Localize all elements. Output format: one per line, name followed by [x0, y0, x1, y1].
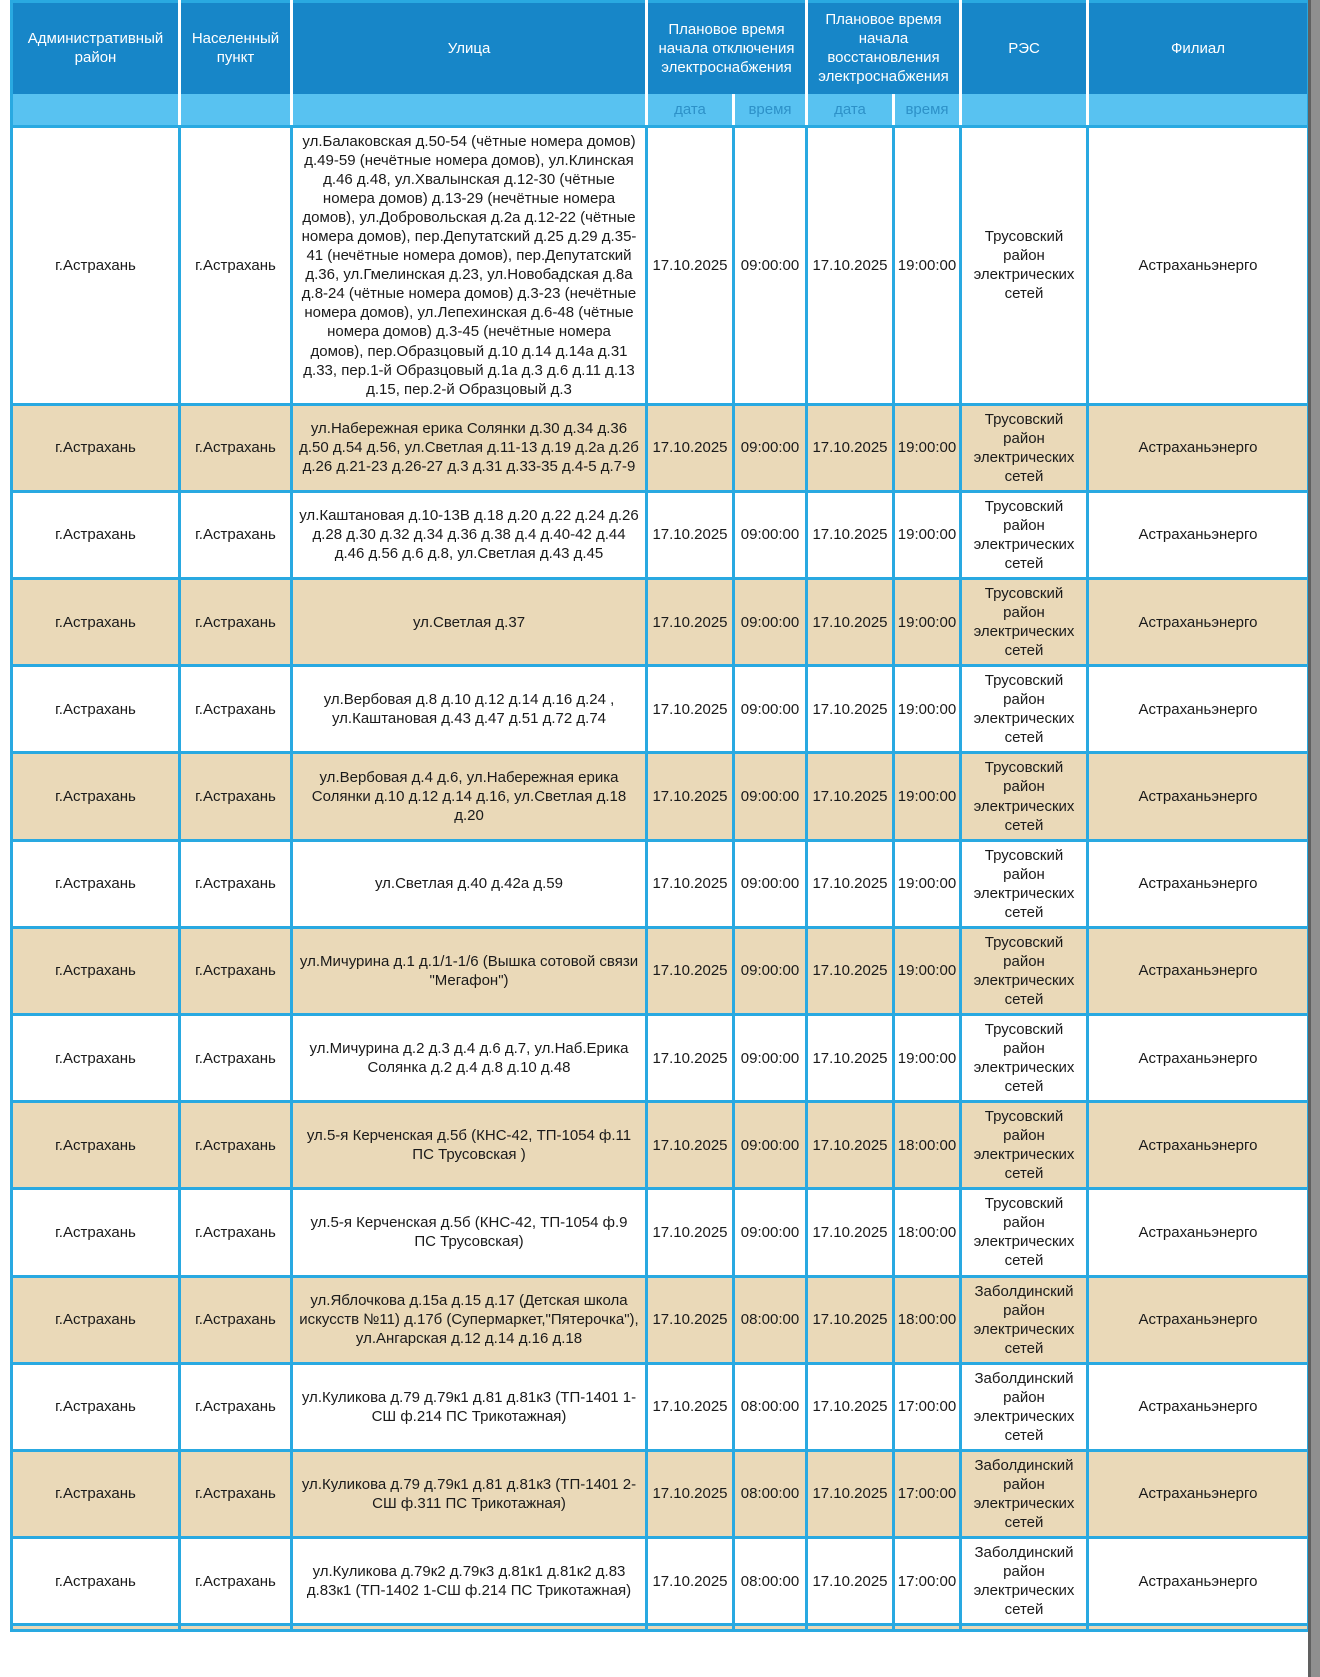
outage-date-cell: 17.10.2025: [647, 491, 734, 578]
outage-time-cell: 08:00:00: [734, 1276, 807, 1363]
outage-time-cell: 09:00:00: [734, 1189, 807, 1276]
table-header: [12, 2, 1309, 127]
restore-time-cell: 19:00:00: [894, 127, 961, 405]
outage-date-cell: 17.10.2025: [647, 1189, 734, 1276]
table-row: [12, 840, 1309, 927]
street-cell: ул.Мичурина д.1 д.1/1-1/6 (Вышка сотовой связи "Мегафон"): [292, 927, 647, 1014]
district-cell: г.Астрахань: [12, 1276, 180, 1363]
outage-time-cell: 09:00:00: [734, 666, 807, 753]
settlement-cell: г.Астрахань: [180, 666, 292, 753]
settlement-cell: г.Астрахань: [180, 1189, 292, 1276]
restore-time-cell: 19:00:00: [894, 927, 961, 1014]
district-cell: г.Астрахань: [12, 927, 180, 1014]
restore-time-cell: 19:00:00: [894, 491, 961, 578]
restore-date-cell: 17.10.2025: [807, 1363, 894, 1450]
restore-date-cell: 17.10.2025: [807, 840, 894, 927]
header-row: [12, 2, 1309, 94]
outage-date-cell: 17.10.2025: [647, 579, 734, 666]
res-cell: [961, 1625, 1088, 1631]
branch-cell: Астраханьэнерго: [1088, 1276, 1309, 1363]
restore-time-cell: 18:00:00: [894, 1189, 961, 1276]
outage-date-cell: 17.10.2025: [647, 1363, 734, 1450]
restore-date-cell: 17.10.2025: [807, 753, 894, 840]
district-cell: г.Астрахань: [12, 753, 180, 840]
outage-time-cell: 09:00:00: [734, 1102, 807, 1189]
table-row: [12, 579, 1309, 666]
restore-time-cell: 18:00:00: [894, 1102, 961, 1189]
settlement-cell: г.Астрахань: [180, 1014, 292, 1101]
outage-date-cell: 17.10.2025: [647, 840, 734, 927]
street-cell: ул.Набережная ерика Солянки д.30 д.34 д.36 д.50 д.54 д.56, ул.Светлая д.11-13 д.19 д.2а д.2б д.26 д.21-23 д.26-27 д.3 д.31 д.33-35 д.4-5 д.7-9: [292, 404, 647, 491]
district-cell: г.Астрахань: [12, 1450, 180, 1537]
branch-cell: Астраханьэнерго: [1088, 1538, 1309, 1625]
table-row: [12, 404, 1309, 491]
res-cell: Трусовский район электрических сетей: [961, 491, 1088, 578]
subheader-empty-district: [12, 94, 180, 127]
table-row: [12, 666, 1309, 753]
branch-cell: [1088, 1625, 1309, 1631]
branch-cell: Астраханьэнерго: [1088, 927, 1309, 1014]
district-cell: г.Астрахань: [12, 579, 180, 666]
subheader-empty-res: [961, 94, 1088, 127]
settlement-cell: [180, 1625, 292, 1631]
outage-date-cell: 17.10.2025: [647, 1538, 734, 1625]
restore-date-cell: 17.10.2025: [807, 1538, 894, 1625]
col-header-settlement: Населенный пункт: [180, 2, 292, 94]
branch-cell: Астраханьэнерго: [1088, 404, 1309, 491]
res-cell: Трусовский район электрических сетей: [961, 753, 1088, 840]
district-cell: г.Астрахань: [12, 1363, 180, 1450]
outage-time-cell: [734, 1625, 807, 1631]
restore-date-cell: 17.10.2025: [807, 127, 894, 405]
subheader-on-date: дата: [807, 94, 894, 127]
col-header-res: РЭС: [961, 2, 1088, 94]
branch-cell: Астраханьэнерго: [1088, 666, 1309, 753]
branch-cell: Астраханьэнерго: [1088, 1102, 1309, 1189]
outage-time-cell: 09:00:00: [734, 491, 807, 578]
restore-time-cell: [894, 1625, 961, 1631]
district-cell: г.Астрахань: [12, 840, 180, 927]
branch-cell: Астраханьэнерго: [1088, 579, 1309, 666]
street-cell: ул.Мичурина д.2 д.3 д.4 д.6 д.7, ул.Наб.Ерика Солянка д.2 д.4 д.8 д.10 д.48: [292, 1014, 647, 1101]
col-header-branch: Филиал: [1088, 2, 1309, 94]
table-row: [12, 1102, 1309, 1189]
branch-cell: Астраханьэнерго: [1088, 491, 1309, 578]
subheader-off-time: время: [734, 94, 807, 127]
restore-date-cell: 17.10.2025: [807, 1450, 894, 1537]
settlement-cell: г.Астрахань: [180, 1102, 292, 1189]
res-cell: Трусовский район электрических сетей: [961, 1102, 1088, 1189]
outage-time-cell: 09:00:00: [734, 404, 807, 491]
settlement-cell: г.Астрахань: [180, 927, 292, 1014]
table-row: [12, 927, 1309, 1014]
branch-cell: Астраханьэнерго: [1088, 840, 1309, 927]
outage-table-body: [12, 127, 1309, 1631]
outage-date-cell: 17.10.2025: [647, 1014, 734, 1101]
street-cell: ул.5-я Керченская д.5б (КНС-42, ТП-1054 ф.11 ПС Трусовская ): [292, 1102, 647, 1189]
settlement-cell: г.Астрахань: [180, 840, 292, 927]
district-cell: [12, 1625, 180, 1631]
branch-cell: Астраханьэнерго: [1088, 1450, 1309, 1537]
restore-time-cell: 19:00:00: [894, 579, 961, 666]
outage-time-cell: 09:00:00: [734, 1014, 807, 1101]
district-cell: г.Астрахань: [12, 1102, 180, 1189]
col-header-district: Административный район: [12, 2, 180, 94]
res-cell: Трусовский район электрических сетей: [961, 840, 1088, 927]
restore-time-cell: 19:00:00: [894, 840, 961, 927]
table-row: [12, 753, 1309, 840]
outage-date-cell: 17.10.2025: [647, 927, 734, 1014]
restore-time-cell: 17:00:00: [894, 1450, 961, 1537]
settlement-cell: г.Астрахань: [180, 1363, 292, 1450]
table-row: [12, 491, 1309, 578]
street-cell: [292, 1625, 647, 1631]
settlement-cell: г.Астрахань: [180, 579, 292, 666]
settlement-cell: г.Астрахань: [180, 1538, 292, 1625]
restore-time-cell: 17:00:00: [894, 1363, 961, 1450]
outage-time-cell: 08:00:00: [734, 1538, 807, 1625]
restore-date-cell: 17.10.2025: [807, 579, 894, 666]
street-cell: ул.Светлая д.37: [292, 579, 647, 666]
branch-cell: Астраханьэнерго: [1088, 127, 1309, 405]
subheader-row: [12, 94, 1309, 127]
subheader-empty-street: [292, 94, 647, 127]
restore-time-cell: 18:00:00: [894, 1276, 961, 1363]
outage-date-cell: 17.10.2025: [647, 127, 734, 405]
street-cell: ул.Каштановая д.10-13В д.18 д.20 д.22 д.24 д.26 д.28 д.30 д.32 д.34 д.36 д.38 д.4 д.40-42 д.44 д.46 д.56 д.6 д.8, ул.Светлая д.43 д.45: [292, 491, 647, 578]
restore-time-cell: 19:00:00: [894, 666, 961, 753]
res-cell: Трусовский район электрических сетей: [961, 404, 1088, 491]
settlement-cell: г.Астрахань: [180, 1450, 292, 1537]
branch-cell: Астраханьэнерго: [1088, 753, 1309, 840]
res-cell: Трусовский район электрических сетей: [961, 1014, 1088, 1101]
restore-date-cell: 17.10.2025: [807, 1276, 894, 1363]
col-header-street: Улица: [292, 2, 647, 94]
district-cell: г.Астрахань: [12, 491, 180, 578]
outage-time-cell: 09:00:00: [734, 579, 807, 666]
table-row: [12, 1363, 1309, 1450]
outage-time-cell: 08:00:00: [734, 1363, 807, 1450]
res-cell: Трусовский район электрических сетей: [961, 927, 1088, 1014]
restore-date-cell: 17.10.2025: [807, 404, 894, 491]
outage-date-cell: 17.10.2025: [647, 753, 734, 840]
district-cell: г.Астрахань: [12, 1538, 180, 1625]
table-row: [12, 1450, 1309, 1537]
street-cell: ул.5-я Керченская д.5б (КНС-42, ТП-1054 ф.9 ПС Трусовская): [292, 1189, 647, 1276]
scrollbar-track[interactable]: [1308, 0, 1320, 1677]
outage-date-cell: 17.10.2025: [647, 1276, 734, 1363]
table-row: [12, 1276, 1309, 1363]
branch-cell: Астраханьэнерго: [1088, 1014, 1309, 1101]
branch-cell: Астраханьэнерго: [1088, 1189, 1309, 1276]
restore-date-cell: [807, 1625, 894, 1631]
subheader-off-date: дата: [647, 94, 734, 127]
outage-date-cell: 17.10.2025: [647, 404, 734, 491]
street-cell: ул.Балаковская д.50-54 (чётные номера домов) д.49-59 (нечётные номера домов), ул.Клинская д.46 д.48, ул.Хвалынская д.12-30 (чётные номера домов) д.13-29 (нечётные номера домов), ул.Добровольская д.2а д.12-22 (чётные номера домов), пер.Депутатский д.25 д.29 д.35-41 (нечётные номера домов), пер.Депутатский д.36, ул.Гмелинская д.23, ул.Новобадская д.8а д.8-24 (чётные номера домов) д.3-23 (нечётные номера домов), ул.Лепехинская д.6-48 (чётные номера домов) д.3-45 (нечётные номера домов), пер.Образцовый д.10 д.14 д.14а д.31 д.33, пер.1-й Образцовый д.1а д.3 д.6 д.11 д.13 д.15, пер.2-й Образцовый д.3: [292, 127, 647, 405]
outage-time-cell: 09:00:00: [734, 753, 807, 840]
res-cell: Заболдинский район электрических сетей: [961, 1538, 1088, 1625]
restore-date-cell: 17.10.2025: [807, 1014, 894, 1101]
table-row: [12, 127, 1309, 405]
outage-date-cell: 17.10.2025: [647, 666, 734, 753]
street-cell: ул.Вербовая д.8 д.10 д.12 д.14 д.16 д.24 , ул.Каштановая д.43 д.47 д.51 д.72 д.74: [292, 666, 647, 753]
restore-time-cell: 19:00:00: [894, 753, 961, 840]
settlement-cell: г.Астрахань: [180, 491, 292, 578]
table-row: [12, 1189, 1309, 1276]
branch-cell: Астраханьэнерго: [1088, 1363, 1309, 1450]
street-cell: ул.Куликова д.79 д.79к1 д.81 д.81к3 (ТП-1401 2-СШ ф.311 ПС Трикотажная): [292, 1450, 647, 1537]
street-cell: ул.Яблочкова д.15а д.15 д.17 (Детская школа искусств №11) д.17б (Супермаркет,"Пятерочка"), ул.Ангарская д.12 д.14 д.16 д.18: [292, 1276, 647, 1363]
street-cell: ул.Куликова д.79к2 д.79к3 д.81к1 д.81к2 д.83 д.83к1 (ТП-1402 1-СШ ф.214 ПС Трикотажная): [292, 1538, 647, 1625]
district-cell: г.Астрахань: [12, 1189, 180, 1276]
settlement-cell: г.Астрахань: [180, 753, 292, 840]
outage-time-cell: 09:00:00: [734, 127, 807, 405]
outage-date-cell: [647, 1625, 734, 1631]
outage-time-cell: 09:00:00: [734, 840, 807, 927]
street-cell: ул.Куликова д.79 д.79к1 д.81 д.81к3 (ТП-1401 1-СШ ф.214 ПС Трикотажная): [292, 1363, 647, 1450]
partial-table-row: [12, 1625, 1309, 1631]
restore-time-cell: 17:00:00: [894, 1538, 961, 1625]
subheader-on-time: время: [894, 94, 961, 127]
restore-time-cell: 19:00:00: [894, 1014, 961, 1101]
outage-time-cell: 08:00:00: [734, 1450, 807, 1537]
res-cell: Трусовский район электрических сетей: [961, 1189, 1088, 1276]
district-cell: г.Астрахань: [12, 666, 180, 753]
subheader-empty-settlement: [180, 94, 292, 127]
outage-date-cell: 17.10.2025: [647, 1450, 734, 1537]
district-cell: г.Астрахань: [12, 127, 180, 405]
outage-date-cell: 17.10.2025: [647, 1102, 734, 1189]
col-header-outage-start: Плановое время начала отключения электроснабжения: [647, 2, 807, 94]
restore-date-cell: 17.10.2025: [807, 666, 894, 753]
res-cell: Заболдинский район электрических сетей: [961, 1363, 1088, 1450]
res-cell: Трусовский район электрических сетей: [961, 579, 1088, 666]
res-cell: Трусовский район электрических сетей: [961, 127, 1088, 405]
res-cell: Заболдинский район электрических сетей: [961, 1450, 1088, 1537]
res-cell: Трусовский район электрических сетей: [961, 666, 1088, 753]
restore-date-cell: 17.10.2025: [807, 491, 894, 578]
res-cell: Заболдинский район электрических сетей: [961, 1276, 1088, 1363]
district-cell: г.Астрахань: [12, 404, 180, 491]
street-cell: ул.Светлая д.40 д.42а д.59: [292, 840, 647, 927]
outage-schedule-table: [10, 0, 1310, 1632]
restore-date-cell: 17.10.2025: [807, 1102, 894, 1189]
settlement-cell: г.Астрахань: [180, 404, 292, 491]
restore-date-cell: 17.10.2025: [807, 1189, 894, 1276]
col-header-restore-start: Плановое время начала восстановления электроснабжения: [807, 2, 961, 94]
restore-date-cell: 17.10.2025: [807, 927, 894, 1014]
subheader-empty-branch: [1088, 94, 1309, 127]
table-row: [12, 1538, 1309, 1625]
settlement-cell: г.Астрахань: [180, 127, 292, 405]
street-cell: ул.Вербовая д.4 д.6, ул.Набережная ерика Солянки д.10 д.12 д.14 д.16, ул.Светлая д.18 д.20: [292, 753, 647, 840]
district-cell: г.Астрахань: [12, 1014, 180, 1101]
table-row: [12, 1014, 1309, 1101]
outage-time-cell: 09:00:00: [734, 927, 807, 1014]
settlement-cell: г.Астрахань: [180, 1276, 292, 1363]
restore-time-cell: 19:00:00: [894, 404, 961, 491]
